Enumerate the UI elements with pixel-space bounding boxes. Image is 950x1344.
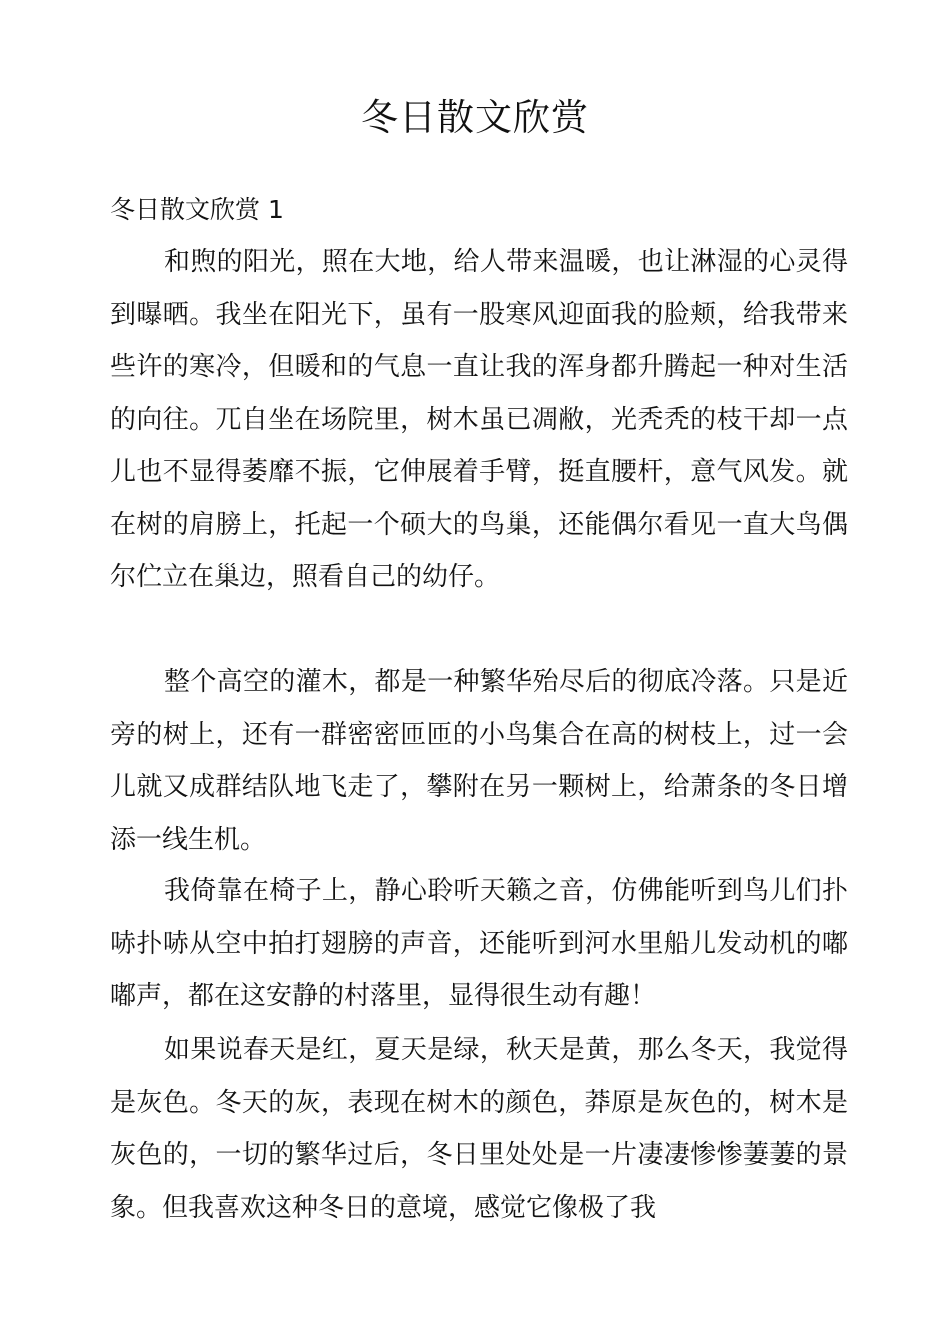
paragraph-3: 我倚靠在椅子上，静心聆听天籁之音，仿佛能听到鸟儿们扑哧扑哧从空中拍打翅膀的声音，还能听到河水里船儿发动机的嘟嘟声，都在这安静的村落里，显得很生动有趣！	[110, 876, 848, 1011]
paragraph-2: 整个高空的灌木，都是一种繁华殆尽后的彻底冷落。只是近旁的树上，还有一群密密匝匝的小鸟集合在高的树枝上，过一会儿就又成群结队地飞走了，攀附在另一颗树上，给萧条的冬日增添一线生机。	[110, 667, 848, 855]
paragraph-4: 如果说春天是红，夏天是绿，秋天是黄，那么冬天，我觉得是灰色。冬天的灰，表现在树木的颜色，莽原是灰色的，树木是灰色的，一切的繁华过后，冬日里处处是一片凄凄惨惨萋萋的景象。但我喜欢这种冬日的意境，感觉它像极了我	[110, 1035, 848, 1223]
document-title: 冬日散文欣赏	[361, 96, 589, 139]
section-heading: 冬日散文欣赏 1	[110, 195, 284, 224]
paragraph-1: 和煦的阳光，照在大地，给人带来温暖，也让淋湿的心灵得到曝晒。我坐在阳光下，虽有一股寒风迎面我的脸颊，给我带来些许的寒冷，但暖和的气息一直让我的浑身都升腾起一种对生活的向往。兀自坐在场院里，树木虽已凋敝，光秃秃的枝干却一点儿也不显得萎靡不振，它伸展着手臂，挺直腰杆，意气风发。就在树的肩膀上，托起一个硕大的鸟巢，还能偶尔看见一直大鸟偶尔伫立在巢边，照看自己的幼仔。	[110, 247, 848, 592]
